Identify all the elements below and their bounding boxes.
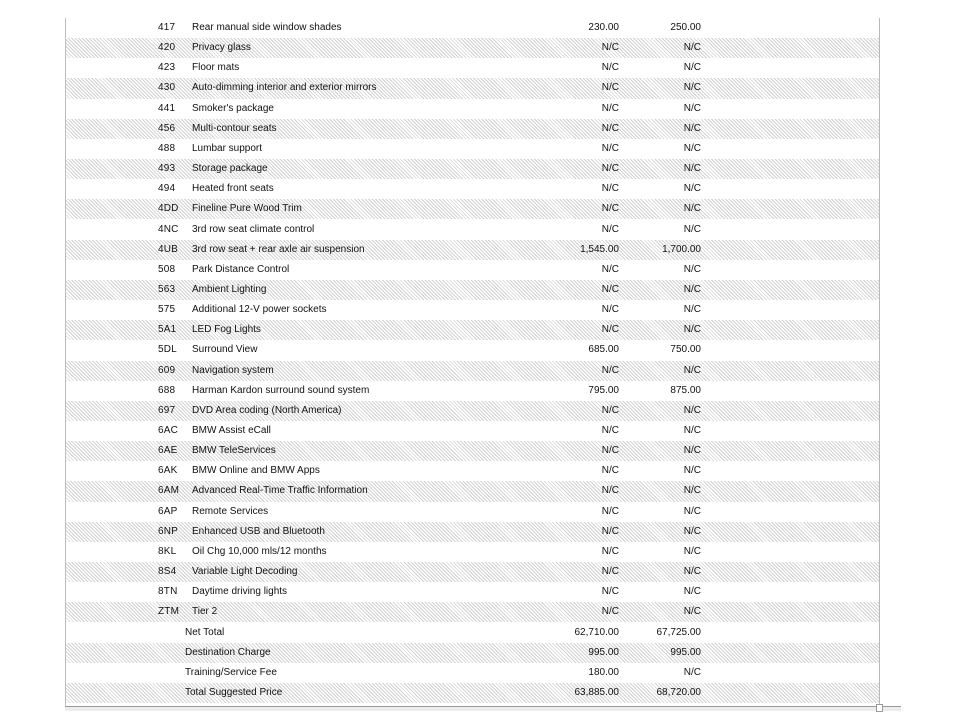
option-code: 456 [158,122,176,134]
option-code: 6AC [158,425,179,436]
option-code: 417 [158,22,176,33]
option-code: 494 [158,183,176,195]
option-description: Advanced Real-Time Traffic Information [192,485,368,497]
option-price-column-1: N/C [601,82,619,94]
summary-price-column-2: 67,725.00 [656,626,701,638]
option-price-column-2: N/C [683,485,701,497]
option-price-column-2: 875.00 [670,384,701,396]
option-description: Storage package [192,163,268,175]
option-price-column-2: N/C [683,263,701,275]
table-row [66,562,880,582]
option-price-column-2: N/C [683,304,701,316]
option-price-column-1: N/C [601,505,619,517]
table-row [66,199,880,219]
option-description: Floor mats [192,62,240,74]
option-price-column-2: N/C [683,465,701,477]
option-price-column-2: N/C [683,586,701,598]
option-price-column-1: N/C [601,566,619,578]
summary-price-column-1: 63,885.00 [574,686,619,698]
table-row [66,542,880,562]
option-price-column-2: N/C [683,505,701,517]
option-code: 430 [158,82,176,94]
option-description: LED Fog Lights [192,324,261,336]
option-price-column-1: N/C [601,283,619,295]
option-price-column-2: N/C [683,324,701,336]
option-price-column-1: N/C [601,606,619,618]
table-row [66,139,880,159]
summary-price-column-2: N/C [683,666,701,678]
option-code: 420 [158,42,176,54]
option-price-column-2: N/C [683,42,701,54]
summary-row [66,683,880,703]
table-row [66,38,880,58]
table-row [66,119,880,139]
option-price-column-1: N/C [601,62,619,74]
table-row [66,421,880,441]
summary-price-column-2: 68,720.00 [656,686,701,698]
option-code: 4DD [158,203,179,215]
table-row [66,441,880,461]
option-code: 609 [158,364,176,376]
option-price-column-2: N/C [683,223,701,235]
summary-label: Training/Service Fee [185,666,277,678]
option-description: BMW Assist eCall [192,425,271,436]
table-row [66,280,880,300]
option-code: ZTM [158,606,180,618]
summary-label: Total Suggested Price [185,686,283,698]
option-price-column-1: N/C [601,586,619,598]
table-row [66,522,880,542]
option-price-column-1: N/C [601,142,619,154]
option-price-column-1: N/C [601,485,619,497]
option-price-column-2: N/C [683,122,701,134]
option-price-column-1: 230.00 [588,22,619,33]
option-code: 5DL [158,344,177,356]
option-code: 8S4 [158,566,177,578]
table-row [66,582,880,602]
option-code: 508 [158,263,176,275]
table-row [66,481,880,501]
option-price-column-1: 685.00 [588,344,619,356]
table-row [66,99,880,119]
option-price-column-1: N/C [601,263,619,275]
option-code: 423 [158,62,176,74]
option-price-column-2: N/C [683,203,701,215]
option-price-column-2: N/C [683,62,701,74]
summary-price-column-1: 995.00 [588,646,619,658]
option-price-column-2: N/C [683,606,701,618]
option-price-column-1: N/C [601,42,619,54]
vertical-scrollbar[interactable] [879,18,892,707]
option-code: 441 [158,102,176,114]
option-code: 575 [158,304,176,316]
option-price-column-2: N/C [683,283,701,295]
option-price-column-2: N/C [683,82,701,94]
option-price-column-1: N/C [601,163,619,175]
table-row [66,179,880,199]
option-price-column-2: N/C [683,183,701,195]
option-price-column-1: N/C [601,465,619,477]
option-description: Surround View [192,344,258,356]
option-code: 6NP [158,525,179,537]
option-price-column-2: N/C [683,102,701,114]
option-code: 493 [158,163,176,175]
option-price-column-2: N/C [683,566,701,578]
summary-row [66,623,880,643]
option-price-column-1: N/C [601,304,619,316]
option-description: Tier 2 [192,606,218,618]
option-price-column-2: N/C [683,163,701,175]
option-price-column-1: N/C [601,445,619,457]
option-description: Oil Chg 10,000 mls/12 months [192,545,327,557]
option-description: Privacy glass [192,42,251,54]
option-description: Ambient Lighting [192,283,267,295]
option-description: 3rd row seat climate control [192,223,315,235]
table-row [66,78,880,98]
option-description: Heated front seats [192,183,274,195]
summary-price-column-1: 62,710.00 [574,626,619,638]
option-description: BMW Online and BMW Apps [192,465,320,477]
option-description: 3rd row seat + rear axle air suspension [192,243,365,255]
option-description: Auto-dimming interior and exterior mirrors [192,82,377,94]
option-price-column-1: N/C [601,425,619,436]
price-sheet [65,18,880,707]
table-row [66,300,880,320]
option-price-column-1: N/C [601,525,619,537]
option-price-column-1: N/C [601,545,619,557]
option-code: 4UB [158,243,179,255]
option-description: Rear manual side window shades [192,22,342,33]
summary-label: Destination Charge [185,646,271,658]
option-description: Navigation system [192,364,274,376]
option-code: 5A1 [158,324,177,336]
table-row [66,240,880,260]
option-code: 6AK [158,465,178,477]
option-description: Park Distance Control [192,263,290,275]
summary-price-column-2: 995.00 [670,646,701,658]
option-code: 6AM [158,485,180,497]
option-code: 6AP [158,505,178,517]
resize-grip-icon[interactable] [876,704,883,712]
option-price-column-2: N/C [683,425,701,436]
summary-row [66,663,880,683]
option-description: Fineline Pure Wood Trim [192,203,302,215]
option-price-column-2: N/C [683,545,701,557]
option-price-column-1: N/C [601,183,619,195]
option-price-column-2: N/C [683,525,701,537]
option-code: 488 [158,142,176,154]
option-price-column-2: 250.00 [670,22,701,33]
option-price-column-2: N/C [683,142,701,154]
option-price-column-1: N/C [601,223,619,235]
option-description: Daytime driving lights [192,586,288,598]
summary-price-column-1: 180.00 [588,666,619,678]
table-row [66,401,880,421]
option-price-column-2: N/C [683,445,701,457]
table-row [66,320,880,340]
option-price-column-1: N/C [601,102,619,114]
option-code: 688 [158,384,176,396]
option-code: 4NC [158,223,179,235]
option-description: BMW TeleServices [192,445,276,457]
table-row [66,461,880,481]
option-price-column-2: 750.00 [670,344,701,356]
summary-row [66,643,880,663]
option-price-column-2: N/C [683,364,701,376]
table-row [66,340,880,360]
table-row [66,602,880,622]
option-description: Remote Services [192,505,269,517]
table-row [66,502,880,522]
option-description: Variable Light Decoding [192,566,298,578]
option-price-column-1: N/C [601,404,619,416]
option-price-column-1: N/C [601,203,619,215]
option-code: 697 [158,404,176,416]
option-price-column-2: N/C [683,404,701,416]
option-price-column-1: N/C [601,122,619,134]
option-code: 8KL [158,545,177,557]
option-price-column-1: N/C [601,364,619,376]
option-code: 8TN [158,586,178,598]
option-description: Enhanced USB and Bluetooth [192,525,325,537]
table-row [66,159,880,179]
option-code: 6AE [158,445,178,457]
table-row [66,220,880,240]
table-row [66,381,880,401]
option-description: Lumbar support [192,142,263,154]
option-price-column-1: 1,545.00 [580,243,619,255]
table-row [66,18,880,38]
option-description: Smoker's package [192,102,274,114]
option-description: Harman Kardon surround sound system [192,384,370,396]
summary-label: Net Total [185,626,225,638]
option-code: 563 [158,283,176,295]
option-description: DVD Area coding (North America) [192,404,342,416]
table-row [66,58,880,78]
option-price-column-2: 1,700.00 [662,243,701,255]
table-row [66,361,880,381]
table-row [66,260,880,280]
option-price-column-1: 795.00 [588,384,619,396]
option-description: Additional 12-V power sockets [192,304,327,316]
horizontal-scrollbar[interactable] [65,706,901,711]
option-description: Multi-contour seats [192,122,277,134]
option-price-column-1: N/C [601,324,619,336]
